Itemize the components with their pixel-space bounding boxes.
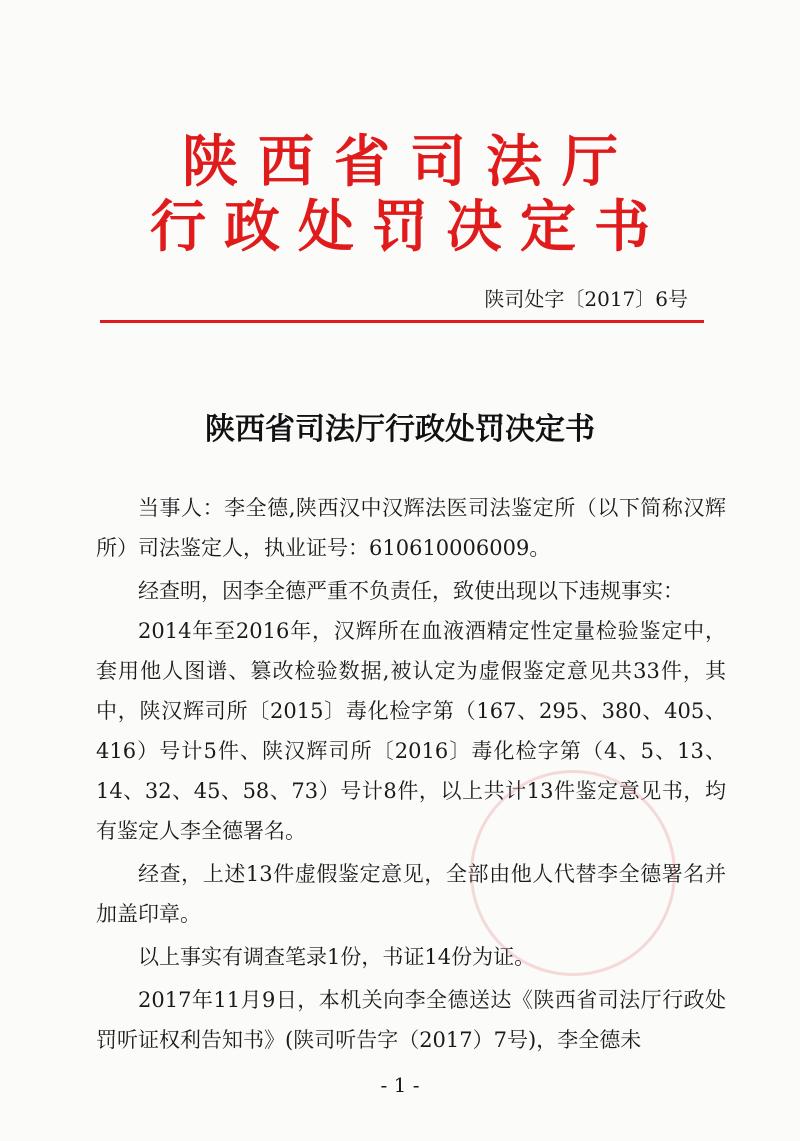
header-title-line2: 行政处罚决定书 — [150, 194, 668, 260]
paragraph-hearing-notice: 2017年11月9日，本机关向李全德送达《陕西省司法厅行政处罚听证权利告知书》(陕司听告字（2017）7号)，李全德未 — [96, 988, 726, 1052]
document-body — [96, 488, 726, 1060]
paragraph-violations: 2014年至2016年，汉辉所在血液酒精定性定量检验鉴定中，套用他人图谱、篡改检验数据,被认定为虚假鉴定意见共33件，其中，陕汉辉司所〔2015〕毒化检字第（167、295、380、405、416）号计5件、陕汉辉司所〔2016〕毒化检字第（4、5、13、14、32、45、58、73）号计8件，以上共计13件鉴定意见书，均有鉴定人李全德署名。 — [96, 619, 727, 843]
paragraph-party: 当事人：李全德,陕西汉中汉辉法医司法鉴定所（以下简称汉辉所）司法鉴定人，执业证号：610610006009。 — [96, 496, 726, 560]
paragraph-evidence: 以上事实有调查笔录1份，书证14份为证。 — [138, 945, 536, 969]
paragraph-signature-finding: 经查，上述13件虚假鉴定意见，全部由他人代替李全德署名并加盖印章。 — [96, 862, 726, 926]
header-divider — [100, 320, 704, 323]
header-title-line1: 陕西省司法厅 — [182, 129, 638, 195]
paragraph-findings-intro: 经查明，因李全德严重不负责任，致使出现以下违规事实： — [138, 579, 684, 603]
document-title: 陕西省司法厅行政处罚决定书 — [205, 412, 595, 447]
document-number: 陕司处字〔2017〕6号 — [484, 287, 688, 311]
page-number: - 1 - — [380, 1073, 420, 1097]
